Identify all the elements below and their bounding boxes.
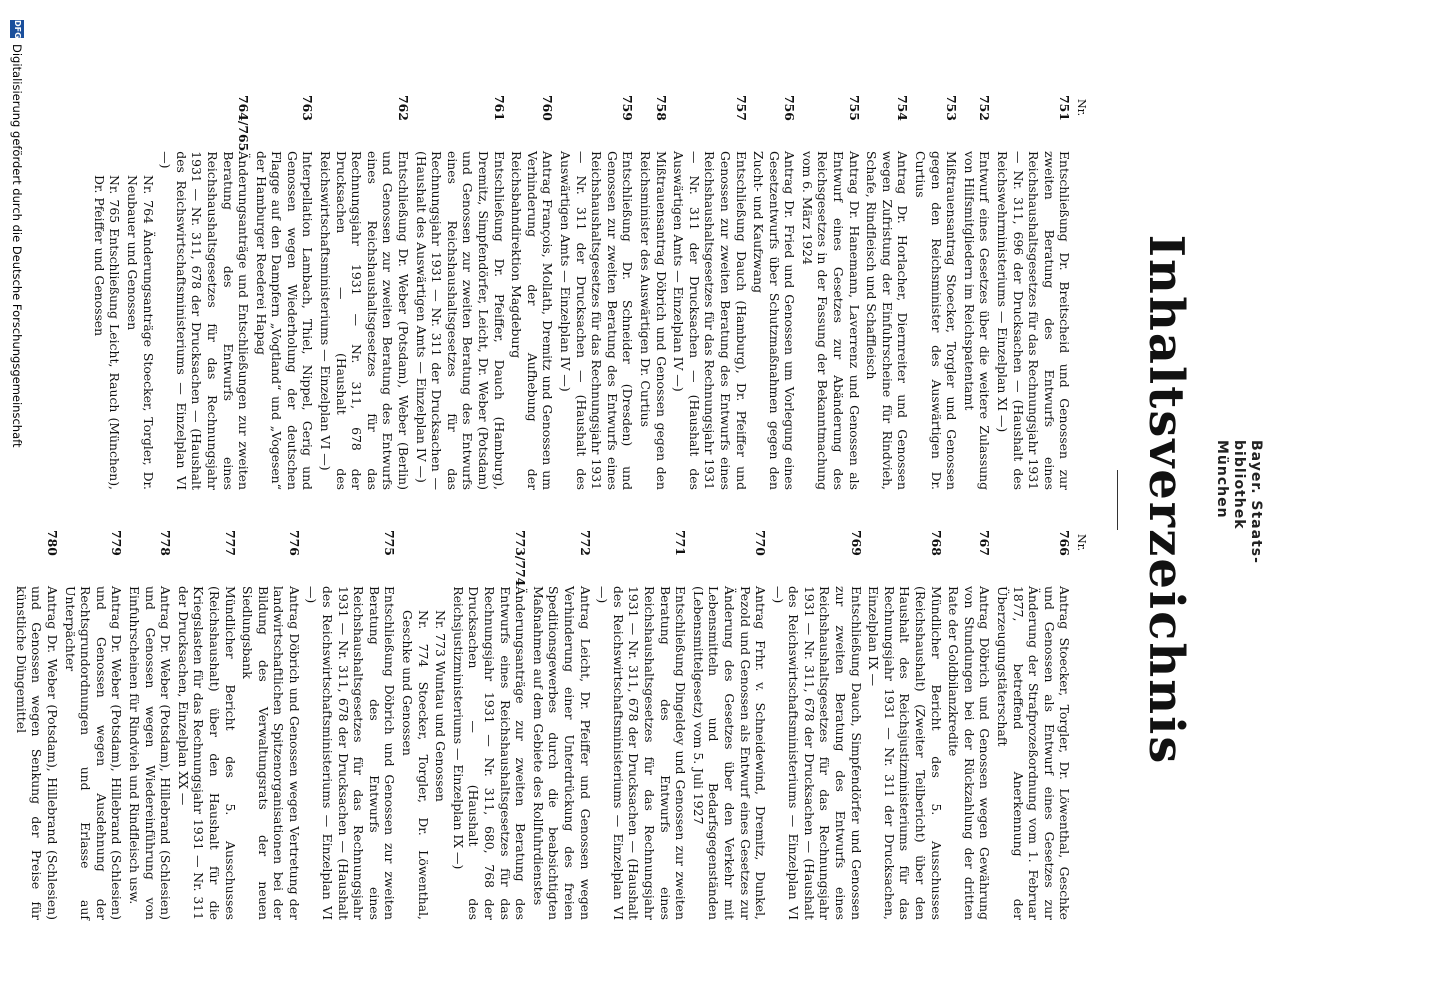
toc-entry: [866, 530, 944, 920]
toc-entry: [690, 530, 768, 920]
toc-entry: [994, 95, 1072, 490]
entry-number: 752: [977, 95, 993, 121]
entry-text: Antrag Döbrich und Genossen wegen Gewährung von Stundungen bei der Rückzahlung der dritten Rate der Goldbilanzkredite: [946, 586, 993, 920]
toc-entry: [158, 95, 252, 490]
entry-number: 759: [620, 95, 636, 121]
entry-number: 779: [109, 530, 125, 556]
entry-number: 760: [540, 95, 556, 121]
toc-entry: [946, 530, 993, 920]
entry-text: Antrag Stoecker, Torgler, Dr. Löwenthal, Geschke und Genossen als Entwurf eines Gesetzes zur Änderung der Strafprozeßordnung vom 1. Februar 1877, betreffend Anerkennung der Überzeugungstäterschaft: [995, 586, 1073, 920]
footer-text: Digitalisierung gefördert durch die Deutsche Forschungsgemeinschaft: [10, 44, 24, 448]
entry-text: Mißtrauensantrag Döbrich und Genossen gegen den Reichsminister des Auswärtigen Dr. Curtius: [637, 151, 669, 490]
entry-text: Antrag Dr. Weber (Potsdam), Hillebrand (Schlesien) und Genossen wegen Ausdehnung der Rechtsgrundordnungen und Erlasse auf Unterpächter: [62, 586, 125, 920]
toc-subentry: Nr. 774 Stoecker, Torgler, Dr. Löwenthal, Geschke und Genossen: [400, 610, 431, 920]
toc-entry: [509, 95, 556, 490]
entry-number: 767: [977, 530, 993, 556]
entry-number: 768: [928, 530, 944, 556]
page-title: Inhaltsverzeichnis: [1138, 234, 1194, 766]
entry-number: 769: [848, 530, 864, 556]
entry-number: 776: [286, 530, 302, 556]
entry-text: Entschließung Dauch (Hamburg), Dr. Pfeiffer und Genossen zur zweiten Beratung des Entwurfs eines Reichshaushaltsgesetzes für das Rechnungsjahr 1931 — Nr. 311 der Drucksachen — (Haushalt des Auswärtigen Amts — Einzelplan IV —): [671, 151, 749, 490]
entry-text: Änderungsanträge und Entschließungen zur zweiten Beratung des Entwurfs eines Reichshaushaltsgesetzes für das Rechnungsjahr 1931 — Nr. 311, 678 der Drucksachen — (Haushalt des Reichswirtschaftsministeriums — Einzelplan VI —): [158, 151, 252, 490]
entry-text: Änderungsanträge zur zweiten Beratung des Entwurfs eines Reichshaushaltsgesetzes für das Rechnungsjahr 1931 — Nr. 311, 680, 768 der Drucksachen — (Haushalt des Reichsjustizministeriums — Einzelplan IX —): [450, 586, 529, 920]
toc-entry: [864, 95, 911, 490]
entry-number: 761: [491, 95, 507, 121]
entry-number: 762: [396, 95, 412, 121]
entry-number: 753: [944, 95, 960, 121]
stamp-line: München: [1214, 440, 1230, 519]
toc-subentry: Nr. 764 Änderungsanträge Stoecker, Torgler, Dr. Neubauer und Genossen: [124, 175, 156, 490]
entry-text: Entschließung Dingeldey und Genossen zur zweiten Beratung des Entwurfs eines Reichshaushaltsgesetzes für das Rechnungsjahr 1931 — Nr. 311, 678 der Drucksachen — (Haushalt des Reichswirtschaftsministeriums — Einzelplan VI —): [595, 586, 689, 920]
entry-text: Antrag Dr. Fried und Genossen um Vorlegung eines Gesetzentwurfs über Schutzmaßnahmen gegen den Zucht- und Kaufzwang: [751, 151, 798, 490]
entry-text: Mißtrauensantrag Stoecker, Torgler und Genossen gegen den Reichsminister des Auswärtigen Dr. Curtius: [913, 151, 960, 490]
toc-entry: [175, 530, 237, 920]
entry-number: 777: [222, 530, 238, 556]
entry-text: Antrag Leicht, Dr. Pfeiffer und Genossen wegen Verhinderung einer Unterdrückung des freien Speditionsgewerbes durch die beabsichtigten Maßnahmen auf dem Gebiete des Rollfuhrdienstes: [530, 586, 593, 920]
entry-text: Mündlicher Bericht des 5. Ausschusses (Reichshaushalt) über den Haushalt für die Kriegslasten für das Rechnungsjahr 1931 — Nr. 311 der Drucksachen, Einzelplan XX —: [175, 586, 238, 920]
entry-number: 775: [382, 530, 398, 556]
toc-entry: [751, 95, 798, 490]
entry-number: 772: [577, 530, 593, 556]
nr-header: Nr.: [1075, 534, 1088, 552]
entry-text: Entschließung Dr. Weber (Potsdam), Weber (Berlin) und Genossen zur zweiten Beratung des Entwurfs eines Reichshaushaltsgesetzes für das Rechnungsjahr 1931 — Nr. 311, 678 der Drucksachen — (Haushalt des Reichswirtschaftsministeriums — Einzelplan VI —): [318, 151, 412, 490]
entry-number: 770: [753, 530, 769, 556]
toc-entry: [62, 530, 124, 920]
toc-column-right: [11, 530, 1089, 920]
toc-entry: [304, 530, 398, 920]
entry-number: 763: [300, 95, 316, 121]
library-stamp: [1213, 440, 1264, 570]
toc-entry: [557, 95, 635, 490]
entry-number: 766: [1057, 530, 1073, 556]
entry-text: Interpellation Lambach, Thiel, Nippel, Gerig und Genossen wegen Wiederholung der deutschen Flagge auf den Dampfern „Vogtland“ und „Vogesen“ der Hamburger Reederei Hapag: [253, 151, 316, 490]
entry-text: Entschließung Dr. Breitscheid und Genossen zur zweiten Beratung des Entwurfs eines Reichshaushaltsgesetzes für das Rechnungsjahr 1931 — Nr. 311, 696 der Drucksachen — (Haushalt des Reichswehrministeriums — Einzelplan XI —): [995, 151, 1073, 490]
toc-entry: [13, 530, 60, 920]
entry-text: Antrag Frhr. v. Schneidewind, Dremitz, Dunkel, Pezold und Genossen als Entwurf eines Gesetzes zur Änderung des Gesetzes über den Verkehr mit Lebensmitteln und Bedarfsgegenständen (Lebensmittelgesetz) vom 5. Juli 1927: [690, 586, 769, 920]
entry-number: 764/765: [236, 95, 252, 152]
toc-entry: [595, 530, 689, 920]
entry-number: 757: [733, 95, 749, 121]
entry-text: Mündlicher Bericht des 5. Ausschusses (Reichshaushalt) (Zweiter Teilbericht) über den Haushalt des Reichsjustizministeriums für das Rechnungsjahr 1931 — Nr. 311 der Drucksachen, Einzelplan IX —: [866, 586, 944, 920]
entry-text: Antrag Dr. Weber (Potsdam), Hillebrand (Schlesien) und Genossen wegen Wiedereinführung von Einfuhrscheinen für Rindvieh und Rindfleisch usw.: [126, 586, 174, 920]
toc-subentry: Nr. 765 Entschließung Leicht, Rauch (München), Dr. Pfeiffer und Genossen: [91, 175, 123, 490]
entry-number: 754: [895, 95, 911, 121]
toc-entry: [799, 95, 861, 490]
toc-entry: [994, 530, 1072, 920]
entry-text: Entschließung Dr. Schneider (Dresden) und Genossen zur zweiten Beratung des Entwurfs eines Reichshaushaltsgesetzes für das Rechnungsjahr 1931 — Nr. 311 der Drucksachen — (Haushalt des Auswärtigen Amts — Einzelplan IV —): [558, 151, 636, 490]
entry-text: Antrag François, Mollath, Dremitz und Genossen um Verhinderung der Aufhebung der Reichsbahndirektion Magdeburg: [509, 151, 556, 490]
digitization-footer: [10, 20, 24, 447]
toc-entry: [671, 95, 749, 490]
toc-entry: [770, 530, 864, 920]
entry-text: Entschließung Dr. Pfeiffer, Dauch (Hamburg), Dremitz, Simpfendörfer, Leicht, Dr. Weber (Potsdam) und Genossen zur zweiten Beratung des Entwurfs eines Reichshaushaltsgesetzes für das Rechnungsjahr 1931 — Nr. 311 der Drucksachen — (Haushalt des Auswärtigen Amts — Einzelplan IV —): [413, 151, 507, 490]
toc-entry: [253, 95, 315, 490]
entry-number: 758: [653, 95, 669, 121]
entry-text: Antrag Döbrich und Genossen wegen Vertretung der landwirtschaftlichen Spitzenorganisationen bei der Bildung des Verwaltungsrats der neuen Siedlungsbank: [240, 586, 302, 920]
toc-entry: [413, 95, 507, 490]
entry-text: Antrag Dr. Horlacher, Diernreiter und Genossen wegen Zufristung der Einfuhrscheine für Rindvieh, Schafe, Rindfleisch und Schaffleisch: [864, 151, 911, 490]
entry-text: Antrag Dr. Hanemann, Laverrenz und Genossen als Entwurf eines Gesetzes zur Abänderung des Reichsgesetzes in der Fassung der Bekanntmachung vom 6. März 1924: [799, 151, 862, 490]
toc-column-left: [89, 95, 1089, 490]
entry-number: 755: [846, 95, 862, 121]
toc-entry: [961, 95, 992, 490]
toc-entry: [450, 530, 528, 920]
toc-entry: [637, 95, 668, 490]
entry-number: 773/774: [513, 530, 529, 587]
entry-text: Entschließung Dauch, Simpfendörfer und Genossen zur zweiten Beratung des Entwurfs eines Reichshaushaltsgesetzes für das Rechnungsjahr 1931 — Nr. 311, 678 der Drucksachen — (Haushalt des Reichswirtschaftsministeriums — Einzelplan VI —): [770, 586, 864, 920]
entry-number: 780: [45, 530, 60, 556]
toc-entry: [912, 95, 959, 490]
entry-number: 771: [673, 530, 689, 556]
toc-entry: [318, 95, 412, 490]
entry-number: 751: [1057, 95, 1073, 121]
toc-entry: [240, 530, 302, 920]
dfg-logo-icon: DFG: [10, 20, 24, 38]
toc-subentry: Nr. 773 Wuntau und Genossen: [433, 610, 449, 802]
nr-header: Nr.: [1075, 99, 1088, 117]
toc-entry: [126, 530, 173, 920]
entry-text: Entwurf eines Gesetzes über die weitere Zulassung von Hilfsmitgliedern im Reichspatentamt: [961, 151, 993, 490]
title-divider: [1117, 470, 1118, 530]
entry-text: Antrag Dr. Weber (Potsdam), Hillebrand (Schlesien) und Genossen wegen Senkung der Preise für künstliche Düngemittel: [13, 586, 60, 920]
stamp-line: bibliothek: [1231, 440, 1247, 530]
entry-text: Entschließung Döbrich und Genossen zur zweiten Beratung des Entwurfs eines Reichshaushaltsgesetzes für das Rechnungsjahr 1931 — Nr. 311, 678 der Drucksachen — (Haushalt des Reichswirtschaftsministeriums — Einzelplan VI —): [304, 586, 398, 920]
entry-number: 778: [158, 530, 174, 556]
entry-number: 756: [782, 95, 798, 121]
stamp-line: Bayer. Staats-: [1248, 440, 1264, 564]
toc-entry: [530, 530, 592, 920]
